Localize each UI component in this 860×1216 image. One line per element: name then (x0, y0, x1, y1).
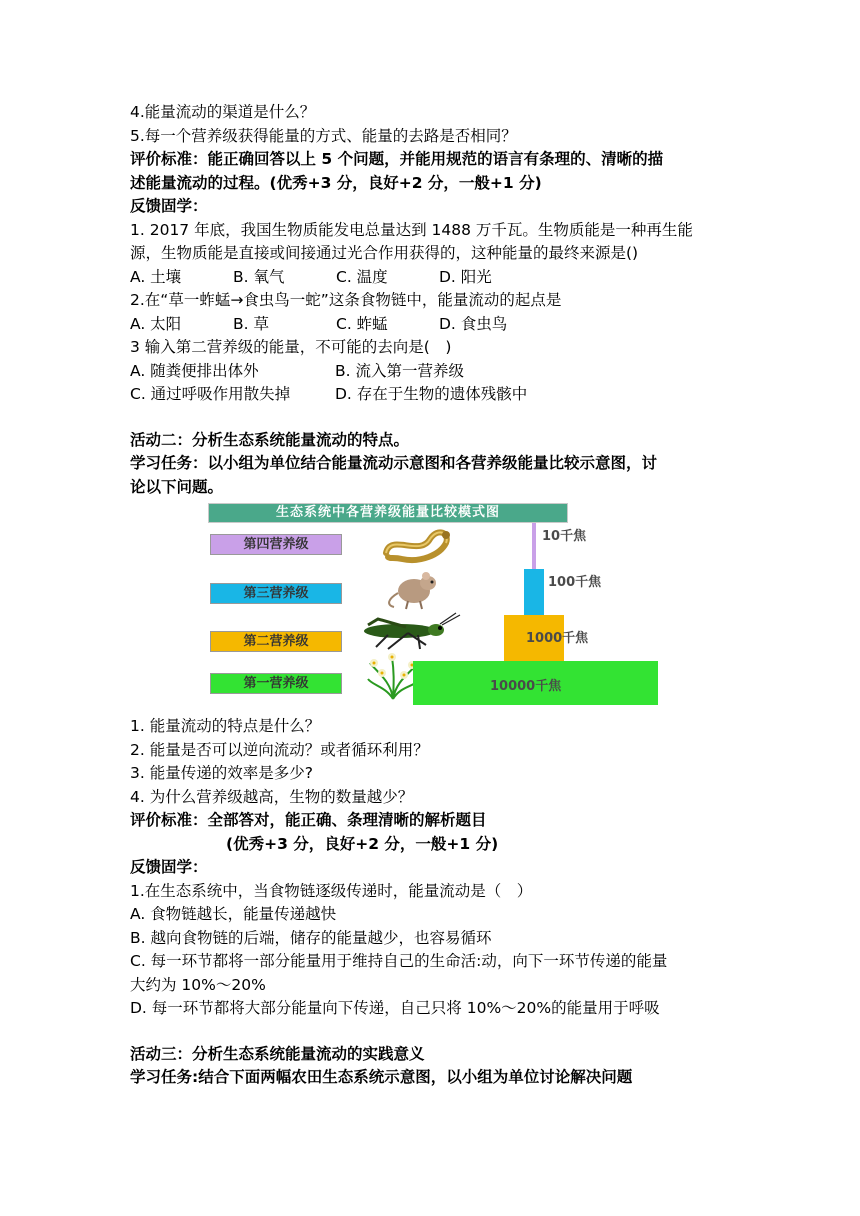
fb1-q3-options-row2 (130, 383, 730, 407)
fb1-q1-line1: 1. 2017 年底，我国生物质能发电总量达到 1488 万千瓦。生物质能是一种再生能 (130, 220, 693, 239)
option: C. 蚱蜢 (336, 314, 388, 333)
snake-icon (380, 523, 460, 565)
level-2-label: 第二营养级 (210, 631, 342, 652)
fb1-q3-options-row1 (130, 360, 730, 384)
q2-3: 3. 能量传递的效率是多少? (130, 764, 313, 782)
fb2-option-d: D. 每一环节都将大部分能量向下传递，自己只将 10%～20%的能量用于呼吸 (130, 999, 660, 1017)
feedback-title: 反馈固学： (130, 197, 208, 215)
level-4-label: 第四营养级 (210, 534, 342, 555)
criteria-1-line2: 述能量流动的过程。(优秀+3 分，良好+2 分，一般+1 分) (130, 173, 542, 192)
fb2-q1: 1.在生态系统中，当食物链逐级传递时，能量流动是（ ） (130, 881, 533, 900)
criteria-2-line2: (优秀+3 分，良好+2 分，一般+1 分) (226, 834, 499, 853)
fb1-q2-options (130, 313, 730, 337)
energy-label-level-2: 1000千焦 (526, 631, 589, 646)
grasshopper-icon (348, 611, 463, 653)
option: B. 流入第一营养级 (335, 361, 464, 380)
level-3-label: 第三营养级 (210, 583, 342, 604)
q2-1: 1. 能量流动的特点是什么？ (130, 717, 321, 735)
activity2-title: 活动二：分析生态系统能量流动的特点。 (130, 430, 410, 449)
energy-label-level-4: 10千焦 (542, 529, 587, 544)
question-4: 4.能量流动的渠道是什么？ (130, 103, 316, 121)
level-1-label: 第一营养级 (210, 673, 342, 694)
activity3-task: 学习任务:结合下面两幅农田生态系统示意图，以小组为单位讨论解决问题 (130, 1068, 633, 1086)
question-5: 5.每一个营养级获得能量的方式、能量的去路是否相同？ (130, 126, 517, 145)
option: D. 存在于生物的遗体残骸中 (335, 385, 528, 403)
fb2-option-c-line2: 大约为 10%～20% (130, 975, 266, 994)
criteria-2-line1: 评价标准：全部答对，能正确、条理清晰的解析题目 (130, 811, 487, 829)
option: A. 随粪便排出体外 (130, 361, 259, 380)
option: B. 草 (233, 314, 269, 333)
fb2-option-c-line1: C. 每一环节都将一部分能量用于维持自己的生命活:动，向下一环节传递的能量 (130, 952, 668, 970)
mouse-icon (384, 565, 448, 611)
energy-label-level-1: 10000千焦 (490, 679, 562, 694)
fb2-option-a: A. 食物链越长，能量传递越快 (130, 905, 337, 923)
option: D. 阳光 (439, 267, 492, 286)
option: C. 通过呼吸作用散失掉 (130, 385, 291, 403)
q2-4: 4. 为什么营养级越高，生物的数量越少？ (130, 787, 414, 806)
figure-title: 生态系统中各营养级能量比较模式图 (208, 503, 568, 523)
flower-plant-icon (366, 651, 420, 701)
option: C. 温度 (336, 267, 388, 286)
option: A. 土壤 (130, 267, 182, 286)
activity3-title: 活动三：分析生态系统能量流动的实践意义 (130, 1044, 425, 1063)
fb1-q2: 2.在“草一蚱蜢→食虫鸟一蛇”这条食物链中，能量流动的起点是 (130, 291, 562, 309)
energy-bar-level-4 (532, 523, 536, 569)
option: A. 太阳 (130, 314, 182, 333)
criteria-1-line1: 评价标准：能正确回答以上 5 个问题，并能用规范的语言有条理的、清晰的描 (130, 150, 664, 168)
fb2-option-b: B. 越向食物链的后端，储存的能量越少，也容易循环 (130, 928, 492, 947)
activity2-task-line1: 学习任务：以小组为单位结合能量流动示意图和各营养级能量比较示意图，讨 (130, 454, 658, 472)
document-page (130, 101, 730, 1090)
fb1-q1-line2: 源，生物质能是直接或间接通过光合作用获得的，这种能量的最终来源是() (130, 244, 639, 262)
energy-pyramid-figure (208, 503, 678, 713)
q2-2: 2. 能量是否可以逆向流动？或者循环利用？ (130, 740, 429, 759)
energy-bar-level-3 (524, 569, 544, 615)
energy-label-level-3: 100千焦 (548, 575, 602, 590)
option: B. 氧气 (233, 267, 285, 286)
activity2-task-line2: 论以下问题。 (130, 477, 224, 496)
feedback-title-2: 反馈固学： (130, 858, 208, 876)
option: D. 食虫鸟 (439, 314, 508, 333)
fb1-q3: 3 输入第二营养级的能量，不可能的去向是( ) (130, 338, 452, 356)
fb1-q1-options (130, 266, 730, 290)
